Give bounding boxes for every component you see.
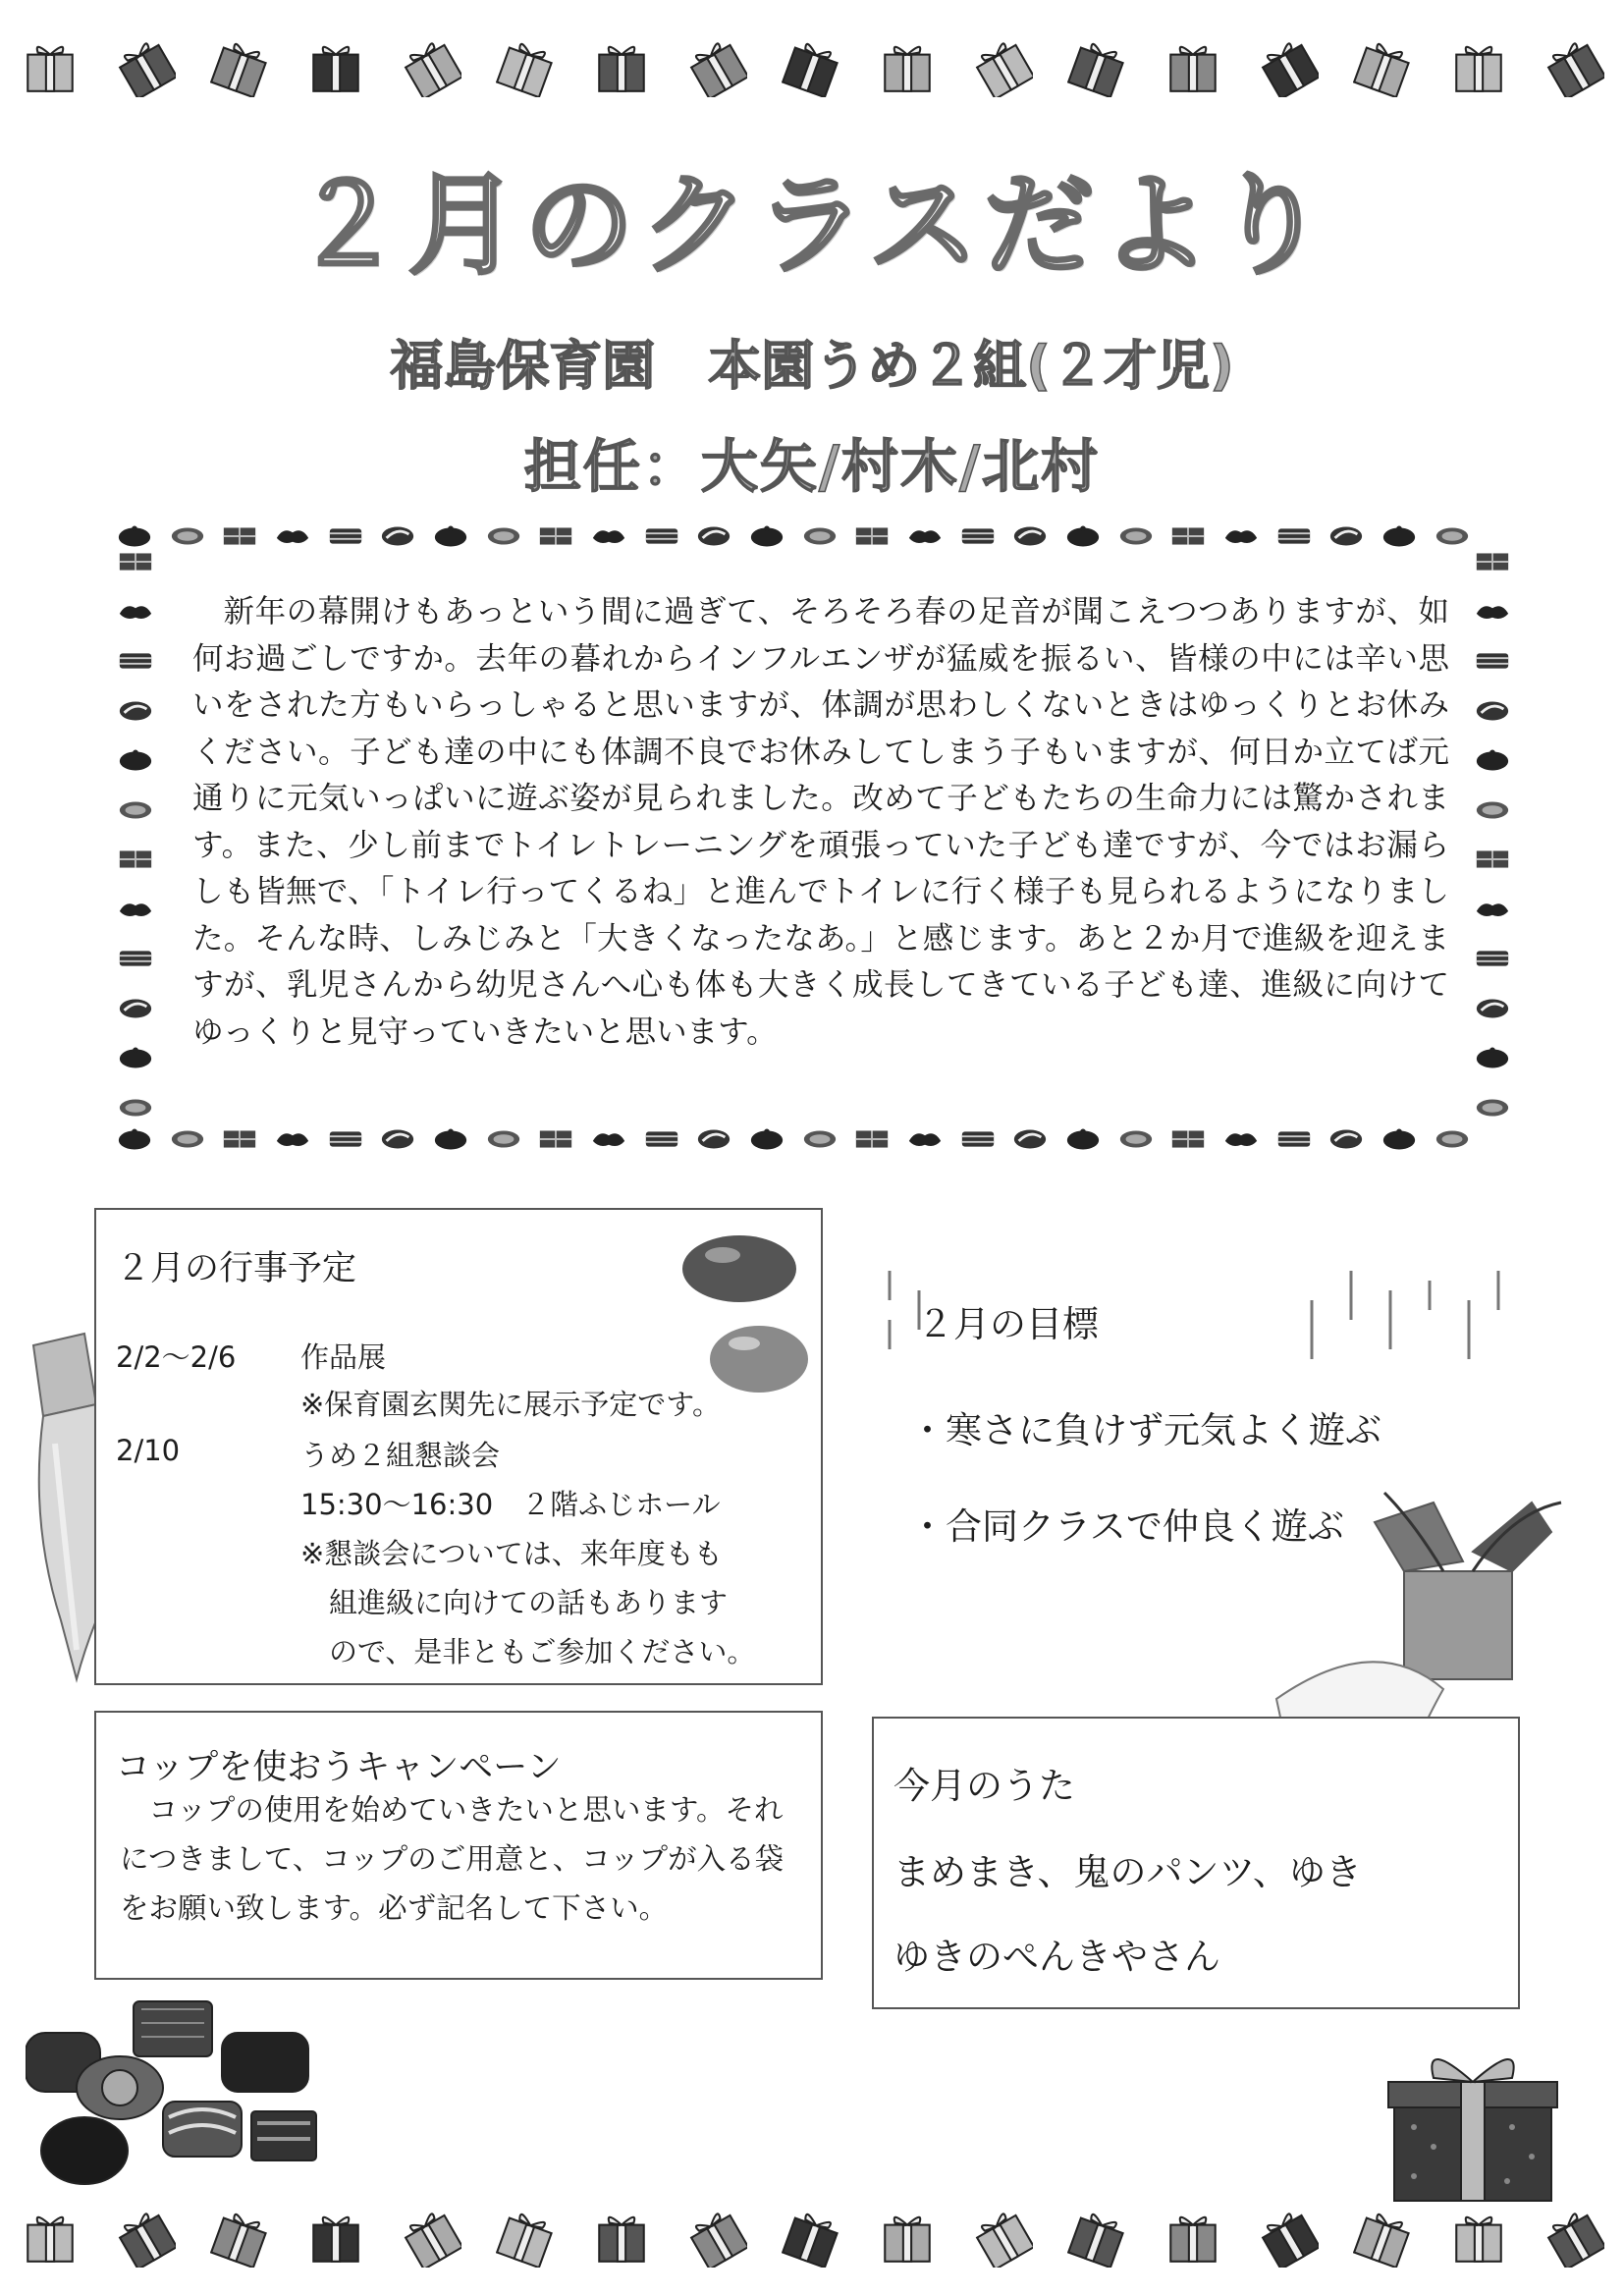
- chocolate-icon: [1327, 1127, 1365, 1151]
- event-text: 組進級に向けての話もあります: [300, 1586, 729, 1619]
- goals-title: ２月の目標: [917, 1303, 1099, 1345]
- event-row: [96, 1532, 821, 1571]
- chocolate-icon: [379, 524, 416, 548]
- chocolate-icon: [1064, 524, 1102, 548]
- chocolate-icon: [1117, 524, 1155, 548]
- chocolate-icon: [221, 1127, 258, 1151]
- gift-icon: [1067, 2207, 1128, 2268]
- cup-campaign-box: [94, 1711, 823, 1980]
- events-box: [94, 1208, 823, 1685]
- bottom-gift-border: [20, 2198, 1604, 2276]
- chocolate-icon: [117, 798, 154, 822]
- gift-icon: [401, 36, 461, 97]
- chocolate-icon: [537, 524, 574, 548]
- gift-icon: [1353, 2207, 1414, 2268]
- chocolate-border-right: [1473, 550, 1512, 1120]
- chocolate-icon: [1474, 847, 1511, 871]
- event-text: ので、是非ともご参加ください。: [300, 1635, 756, 1668]
- chocolate-icon: [695, 524, 732, 548]
- chocolate-icon: [117, 649, 154, 673]
- chocolate-icon: [906, 1127, 944, 1151]
- chocolate-icon: [1474, 699, 1511, 723]
- chocolate-icon: [117, 1046, 154, 1069]
- chocolate-icon: [590, 524, 627, 548]
- gift-icon: [1448, 36, 1509, 97]
- gift-icon: [591, 36, 652, 97]
- chocolate-icon: [116, 524, 153, 548]
- teachers-line: 担任：大矢/村木/北村: [523, 433, 1101, 500]
- chocolate-icon: [1434, 1127, 1471, 1151]
- gift-icon: [782, 2207, 842, 2268]
- gift-icon: [1258, 36, 1319, 97]
- chocolate-border-top: [116, 517, 1471, 556]
- chocolate-border-left: [116, 550, 155, 1120]
- goal-item: ・合同クラスで仲良く遊ぶ: [909, 1505, 1344, 1548]
- chocolate-icon: [1169, 1127, 1207, 1151]
- chocolates-icon: [26, 1994, 320, 2190]
- chocolate-icon: [801, 1127, 839, 1151]
- page-title: ２月のクラスだより: [292, 162, 1332, 290]
- top-gift-border: [20, 27, 1604, 106]
- gift-icon: [1543, 2207, 1604, 2268]
- gift-icon: [496, 36, 557, 97]
- chocolate-icon: [1011, 524, 1049, 548]
- gift-icon: [591, 2207, 652, 2268]
- gift-icon: [686, 2207, 747, 2268]
- event-row: [96, 1630, 821, 1669]
- gift-icon: [20, 2207, 81, 2268]
- sparkle-lines: [880, 1261, 1508, 1379]
- event-row: [96, 1483, 821, 1522]
- intro-message: 新年の幕開けもあっという間に過ぎて、そろそろ春の足音が聞こえつつありますが、如何お過ごしですか。去年の暮れからインフルエンザが猛威を振るい、皆様の中には辛い思いをされた方もいらっしゃると思いますが、体調が思わしくないときはゆっくりとお休みください。子ども達の中にも体調不良でお休みしてしまう子もいますが、何日か立てば元通りに元気いっぱいに遊ぶ姿が見られました。改めて子どもたちの生命力には驚かされます。また、少し前までトイレトレーニングを頑張っていた子ども達ですが、今ではお漏らしも皆無で、「トイレ行ってくるね」と進んでトイレに行く様子も見られるようになりました。そんな時、しみじみと「大きくなったなあ。」と感じます。あと２か月で進級を迎えますが、乳児さんから幼児さんへ心も体も大きく成長してきている子ども達、進級に向けてゆっくりと見守っていきたいと思います。: [192, 594, 1449, 1050]
- song-box: [872, 1717, 1520, 2009]
- chocolate-icon: [117, 997, 154, 1020]
- chocolate-icon: [1327, 524, 1365, 548]
- chocolate-icon: [379, 1127, 416, 1151]
- song-line: ゆきのぺんきやさん: [893, 1936, 1220, 1978]
- gift-icon: [210, 36, 271, 97]
- chocolate-icon: [1474, 748, 1511, 772]
- chocolate-icon: [169, 1127, 206, 1151]
- gift-icon: [686, 36, 747, 97]
- cup-campaign-title: コップを使おうキャンペーン: [116, 1748, 562, 1787]
- chocolate-icon: [1474, 798, 1511, 822]
- chocolate-icon: [432, 1127, 469, 1151]
- chocolate-icon: [1474, 1046, 1511, 1069]
- chocolate-icon: [169, 524, 206, 548]
- gift-icon: [401, 2207, 461, 2268]
- chocolate-icon: [327, 524, 364, 548]
- chocolate-icon: [1222, 1127, 1260, 1151]
- chocolate-ball-icon: [705, 1320, 813, 1398]
- event-row: [96, 1581, 821, 1620]
- chocolate-icon: [1064, 1127, 1102, 1151]
- gift-icon: [877, 36, 938, 97]
- chocolate-icon: [327, 1127, 364, 1151]
- chocolate-icon: [117, 1096, 154, 1120]
- song-title: 今月のうた: [893, 1765, 1075, 1807]
- chocolate-icon: [117, 947, 154, 970]
- chocolate-icon: [853, 524, 891, 548]
- chocolate-icon: [643, 1127, 680, 1151]
- event-date: 2/2～2/6: [116, 1340, 237, 1374]
- chocolate-icon: [959, 1127, 997, 1151]
- gift-icon: [1543, 36, 1604, 97]
- chocolate-icon: [1380, 524, 1418, 548]
- gift-icon: [782, 36, 842, 97]
- chocolate-icon: [1474, 600, 1511, 624]
- chocolate-icon: [906, 524, 944, 548]
- gift-icon: [1163, 36, 1223, 97]
- chocolate-icon: [117, 600, 154, 624]
- chocolate-icon: [1222, 524, 1260, 548]
- chocolate-icon: [117, 847, 154, 871]
- chocolate-icon: [1117, 1127, 1155, 1151]
- gift-icon: [1353, 36, 1414, 97]
- chocolate-icon: [695, 1127, 732, 1151]
- chocolate-icon: [1474, 947, 1511, 970]
- gift-icon: [972, 36, 1033, 97]
- chocolate-icon: [485, 524, 522, 548]
- chocolate-icon: [1474, 997, 1511, 1020]
- events-title: ２月の行事予定: [116, 1249, 357, 1288]
- chocolate-icon: [1474, 550, 1511, 574]
- chocolate-icon: [1474, 1096, 1511, 1120]
- gift-icon: [305, 36, 366, 97]
- chocolate-icon: [537, 1127, 574, 1151]
- chocolate-icon: [853, 1127, 891, 1151]
- class-subtitle: 福島保育園 本園うめ２組(２才児): [390, 335, 1234, 397]
- event-row: [96, 1434, 821, 1473]
- cup-campaign-body: コップの使用を始めていきたいと思います。それにつきまして、コップのご用意と、コップが入る袋をお願い致します。必ず記名して下さい。: [120, 1793, 785, 1925]
- event-date: 2/10: [116, 1434, 181, 1467]
- chocolate-icon: [801, 524, 839, 548]
- chocolate-icon: [116, 1127, 153, 1151]
- chocolate-icon: [485, 1127, 522, 1151]
- chocolate-icon: [1011, 1127, 1049, 1151]
- gift-icon: [496, 2207, 557, 2268]
- chocolate-icon: [748, 1127, 785, 1151]
- event-text: ※保育園玄関先に展示予定です。: [300, 1388, 721, 1421]
- chocolate-icon: [959, 524, 997, 548]
- chocolate-icon: [274, 1127, 311, 1151]
- chocolate-border-bottom: [116, 1120, 1471, 1159]
- chocolate-icon: [1474, 898, 1511, 921]
- event-text: うめ２組懇談会: [300, 1439, 501, 1472]
- chocolate-icon: [748, 524, 785, 548]
- chocolate-icon: [117, 898, 154, 921]
- gift-icon: [877, 2207, 938, 2268]
- event-text: 15:30～16:30 ２階ふじホール: [300, 1488, 721, 1521]
- chocolate-ball-icon: [676, 1230, 803, 1308]
- chocolate-icon: [274, 524, 311, 548]
- gift-icon: [1258, 2207, 1319, 2268]
- gift-box-icon: [1384, 2029, 1561, 2206]
- event-text: 作品展: [300, 1340, 387, 1374]
- gift-icon: [210, 2207, 271, 2268]
- gift-icon: [115, 2207, 176, 2268]
- gift-icon: [1067, 36, 1128, 97]
- chocolate-icon: [117, 550, 154, 574]
- chocolate-icon: [643, 524, 680, 548]
- chocolate-icon: [117, 699, 154, 723]
- song-line: まめまき、鬼のパンツ、ゆき: [893, 1851, 1362, 1893]
- gift-icon: [1448, 2207, 1509, 2268]
- chocolate-icon: [221, 524, 258, 548]
- chocolate-icon: [1169, 524, 1207, 548]
- goal-item: ・寒さに負けず元気よく遊ぶ: [909, 1409, 1381, 1451]
- chocolate-icon: [1434, 524, 1471, 548]
- chocolate-icon: [1380, 1127, 1418, 1151]
- event-text: ※懇談会については、来年度もも: [300, 1537, 723, 1570]
- chocolate-icon: [1275, 1127, 1313, 1151]
- gift-icon: [1163, 2207, 1223, 2268]
- chocolate-icon: [1474, 649, 1511, 673]
- chocolate-icon: [432, 524, 469, 548]
- chocolate-icon: [117, 748, 154, 772]
- gift-icon: [972, 2207, 1033, 2268]
- chocolate-icon: [590, 1127, 627, 1151]
- gift-icon: [305, 2207, 366, 2268]
- chocolate-icon: [1275, 524, 1313, 548]
- gift-icon: [115, 36, 176, 97]
- gift-icon: [20, 36, 81, 97]
